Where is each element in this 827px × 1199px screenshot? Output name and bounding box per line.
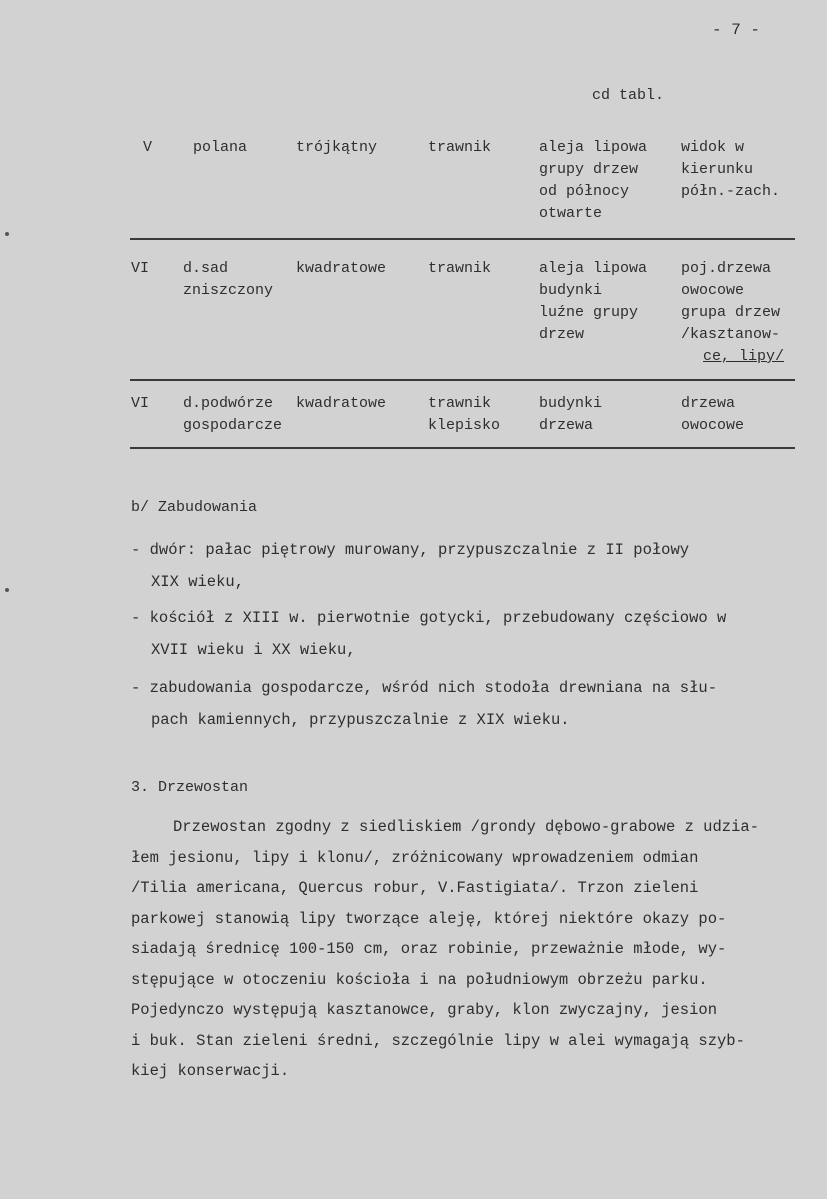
cell-elements-line: poj.drzewa — [681, 260, 772, 277]
cell-frame-line: aleja lipowa — [539, 139, 648, 156]
margin-dot — [5, 588, 9, 592]
section-heading: 3. Drzewostan — [131, 779, 249, 796]
cell-shape: kwadratowe — [296, 395, 387, 412]
cell-elements-line: drzewa — [681, 395, 736, 412]
cell-elements-line: grupa drzew — [681, 304, 781, 321]
row-number: V — [143, 139, 153, 156]
cell-surface: trawnik — [428, 139, 492, 156]
cell-frame-line: budynki — [539, 395, 603, 412]
cell-surface-line: trawnik — [428, 395, 492, 412]
cell-elements-line: /kasztanow- — [681, 326, 781, 343]
cell-frame-line: drzew — [539, 326, 585, 343]
cell-elements-line: widok w — [681, 139, 745, 156]
section-heading: b/ Zabudowania — [131, 499, 258, 516]
cell-surface: trawnik — [428, 260, 492, 277]
table-rule — [130, 379, 795, 381]
cell-frame-line: budynki — [539, 282, 603, 299]
table-rule — [130, 447, 795, 449]
cell-elements-line: półn.-zach. — [681, 183, 781, 200]
cell-surface-line: klepisko — [428, 417, 501, 434]
margin-dot — [5, 232, 9, 236]
cell-elements-line: owocowe — [681, 282, 745, 299]
cell-elements-line: owocowe — [681, 417, 745, 434]
cell-frame-line: grupy drzew — [539, 161, 639, 178]
cell-shape: kwadratowe — [296, 260, 387, 277]
cell-frame-line: aleja lipowa — [539, 260, 648, 277]
row-number: VI — [131, 260, 150, 277]
cell-elements-line: kierunku — [681, 161, 754, 178]
list-item: - zabudowania gospodarcze, wśród nich stodoła drewniana na słu- pach kamiennych, przypuszczalnie z XIX wieku. — [131, 679, 717, 729]
list-item: - dwór: pałac piętrowy murowany, przypuszczalnie z II połowy XIX wieku, — [131, 541, 690, 591]
cell-name-line: gospodarcze — [183, 417, 283, 434]
paragraph: Drzewostan zgodny z siedliskiem /grondy dębowo-grabowe z udzia- łem jesionu, lipy i klonu/, zróżnicowany wprowadzeniem odmian /Tilia americana, Quercus robur, V.Fastigiata/. Trzon zieleni parkowej stanowią lipy tworzące aleję, której niektóre okazy po- siadają średnicę 100-150 cm, oraz robinie, przeważnie młode, wy- stępujące w otoczeniu kościoła i na południowym obrzeżu parku. Pojedynczo występują kasztanowce, graby, klon zwyczajny, jesion i buk. Stan zieleni średni, szczególnie lipy w alei wymagają szyb- kiej konserwacji. — [131, 818, 759, 1080]
cell-frame-line: drzewa — [539, 417, 594, 434]
cell-name-line: d.podwórze — [183, 395, 274, 412]
cell-frame-line: od północy — [539, 183, 630, 200]
cell-name-line: zniszczony — [183, 282, 274, 299]
cell-elements-line: ce, lipy/ — [703, 348, 785, 365]
list-item: - kościół z XIII w. pierwotnie gotycki, przebudowany częściowo w XVII wieku i XX wieku, — [131, 609, 727, 659]
cell-frame-line: luźne grupy — [539, 304, 639, 321]
cell-shape: trójkątny — [296, 139, 378, 156]
row-number: VI — [131, 395, 150, 412]
cell-frame-line: otwarte — [539, 205, 603, 222]
cell-name-line: d.sad — [183, 260, 229, 277]
table-rule — [130, 238, 795, 240]
page-number: - 7 - — [712, 21, 761, 39]
continuation-note: cd tabl. — [592, 87, 665, 104]
cell-name: polana — [193, 139, 248, 156]
